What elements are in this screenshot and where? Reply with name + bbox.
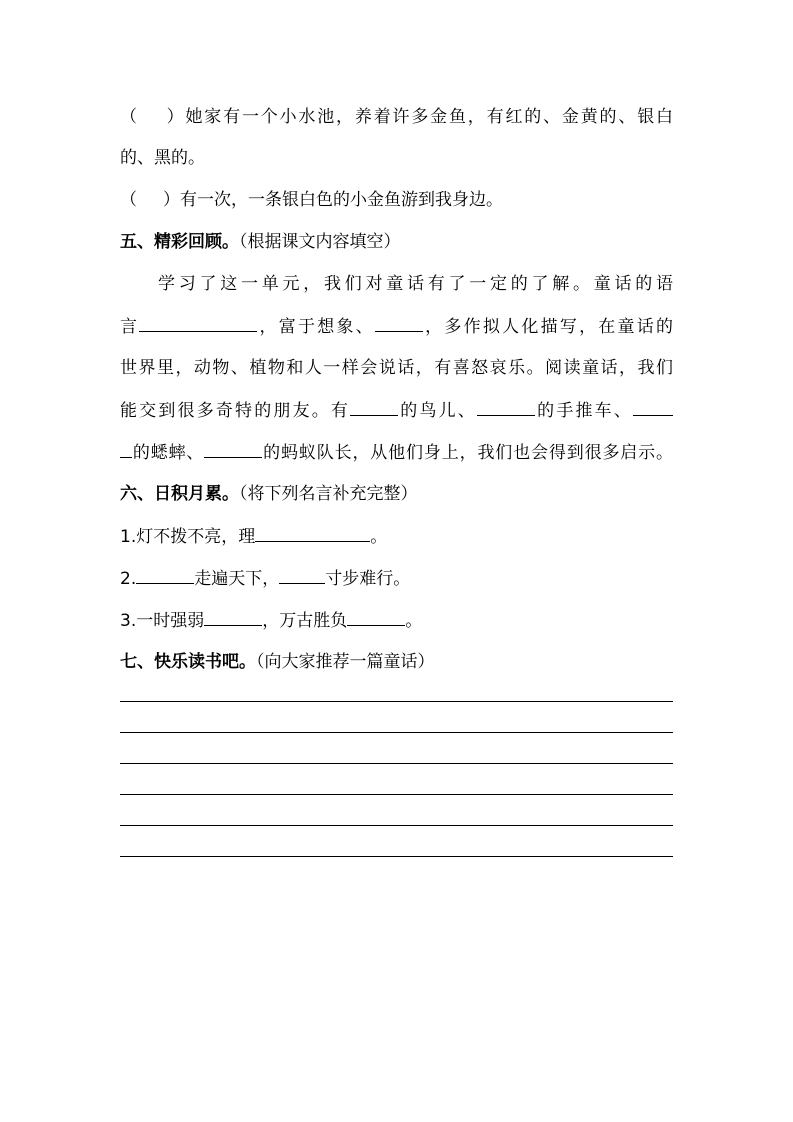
proverb-text: 3.一时强弱 <box>120 611 205 631</box>
section-7-title <box>120 650 680 674</box>
paragraph-text: 言 <box>120 317 140 337</box>
paren-open: （ <box>120 190 137 210</box>
section-6-title <box>120 482 680 506</box>
s5-para-line-1 <box>158 272 673 296</box>
proverb-text: 。 <box>370 527 388 547</box>
fill-blank[interactable] <box>204 608 262 626</box>
q4-item-2 <box>120 188 680 212</box>
paragraph-text: 能交到很多奇特的朋友。有 <box>120 401 351 421</box>
fill-blank[interactable] <box>255 524 370 542</box>
paragraph-text: 的鸟儿、 <box>398 401 477 421</box>
writing-line[interactable] <box>120 794 673 795</box>
fill-blank[interactable] <box>350 398 398 416</box>
paren-close: ） <box>164 107 186 127</box>
section-note: （根据课文内容填空） <box>239 232 401 252</box>
section-heading: 六、日积月累。 <box>120 484 239 504</box>
proverb-text: 1.灯不拨不亮，理 <box>120 527 256 547</box>
q4-item-1-line-2 <box>120 146 680 170</box>
paren-open: （ <box>120 107 139 127</box>
fill-blank[interactable] <box>477 398 535 416</box>
section-note: （向大家推荐一篇童话） <box>256 652 435 672</box>
paragraph-text: 的蚂蚁队长，从他们身上，我们也会得到很多启示。 <box>262 443 674 463</box>
q4-item-1-line-1 <box>120 105 673 129</box>
q4-item-text: 有一次，一条银白色的小金鱼游到我身边。 <box>180 190 503 210</box>
section-5-title <box>120 230 680 254</box>
paragraph-text: 的手推车、 <box>534 401 634 421</box>
q4-item-text: 她家有一个小水池，养着许多金鱼，有红的、金黄的、银白 <box>185 107 674 127</box>
section-note: （将下列名言补充完整） <box>239 484 418 504</box>
s6-item-3 <box>120 608 680 633</box>
proverb-text: 。 <box>405 611 423 631</box>
paragraph-text: 的蟋蟀、 <box>132 443 205 463</box>
proverb-text: 走遍天下， <box>194 569 280 589</box>
section-heading: 七、快乐读书吧。 <box>120 652 256 672</box>
section-heading: 五、精彩回顾。 <box>120 232 239 252</box>
paragraph-text: 世界里，动物、植物和人一样会说话，有喜怒哀乐。阅读童话，我们 <box>120 358 673 378</box>
fill-blank[interactable] <box>120 440 132 458</box>
q4-item-text-cont: 的、黑的。 <box>120 148 205 168</box>
writing-line[interactable] <box>120 856 673 857</box>
proverb-text: ，万古胜负 <box>262 611 348 631</box>
s5-para-line-3 <box>120 356 673 380</box>
fill-blank[interactable] <box>204 440 262 458</box>
fill-blank[interactable] <box>347 608 405 626</box>
s5-para-line-5 <box>120 440 673 465</box>
fill-blank[interactable] <box>375 314 423 332</box>
writing-line[interactable] <box>120 732 673 733</box>
paragraph-text: ，富于想象、 <box>257 317 375 337</box>
proverb-text: 寸步难行。 <box>325 569 411 589</box>
s6-item-1 <box>120 524 680 549</box>
writing-line[interactable] <box>120 763 673 764</box>
writing-line[interactable] <box>120 701 673 702</box>
paragraph-text: 学习了这一单元，我们对童话有了一定的了解。童话的语 <box>158 274 673 294</box>
proverb-text: 2. <box>120 569 137 589</box>
fill-blank[interactable] <box>136 566 194 584</box>
fill-blank[interactable] <box>139 314 257 332</box>
paragraph-text: ，多作拟人化描写，在童话的 <box>422 317 674 337</box>
s5-para-line-2 <box>120 314 673 339</box>
s6-item-2 <box>120 566 680 591</box>
fill-blank[interactable] <box>633 398 673 416</box>
s5-para-line-4 <box>120 398 673 423</box>
fill-blank[interactable] <box>279 566 325 584</box>
writing-line[interactable] <box>120 825 673 826</box>
paren-close: ） <box>163 190 180 210</box>
